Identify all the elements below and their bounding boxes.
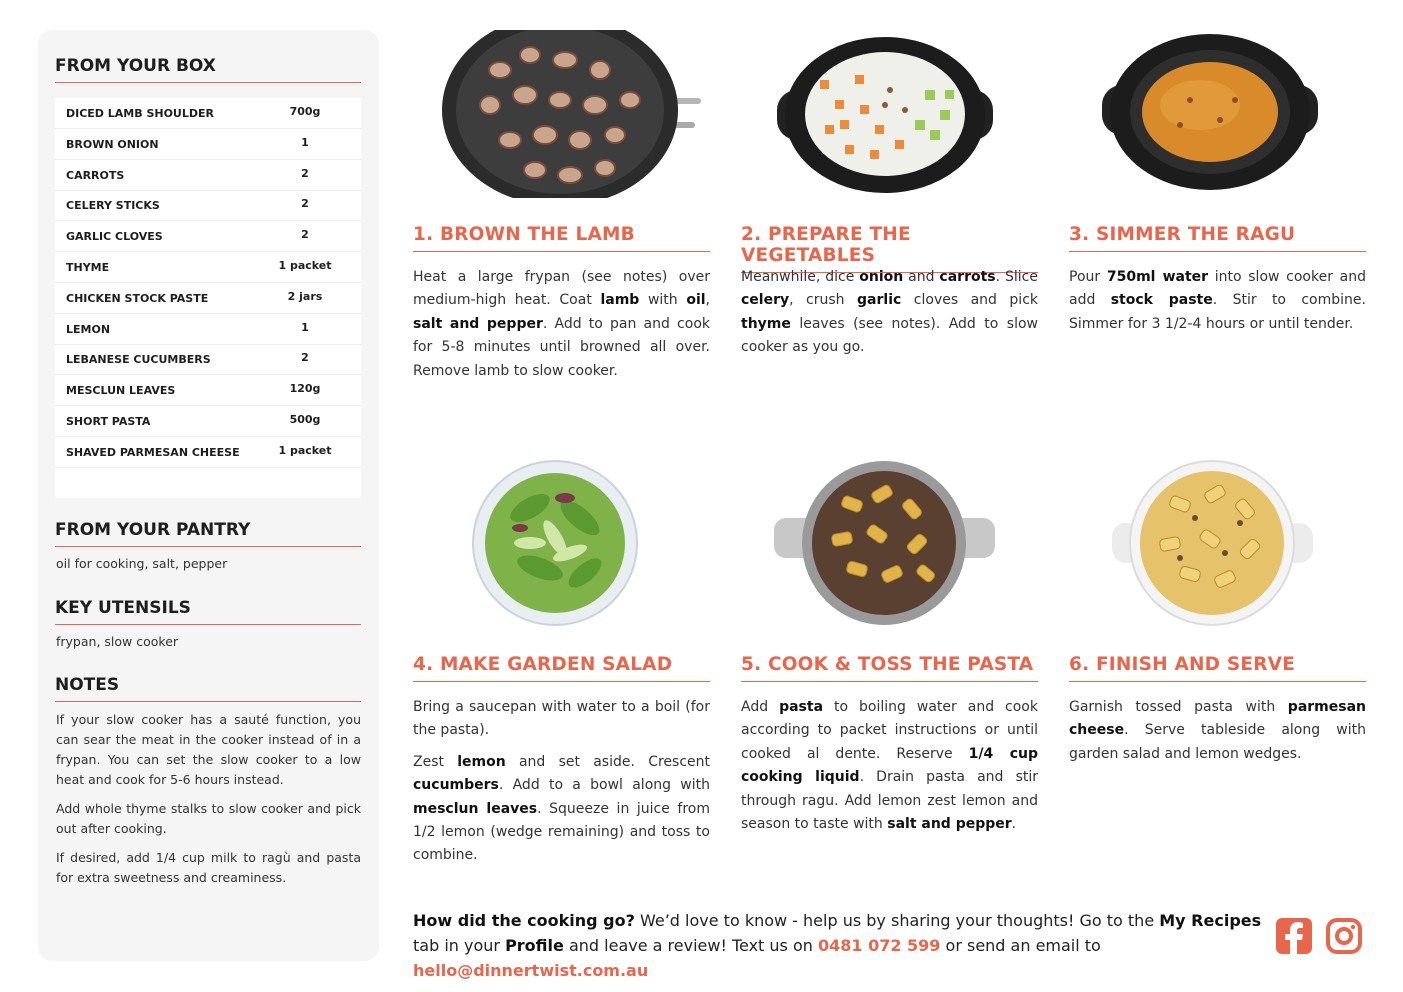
step-2-title: 2. PREPARE THE VEGETABLES: [741, 224, 1038, 273]
ingredient-quantity: 2: [301, 228, 309, 242]
instruction-text: and: [903, 269, 940, 285]
ingredient-name: SHAVED PARMESAN CHEESE: [66, 445, 240, 459]
instruction-paragraph: [741, 266, 1038, 360]
ingredient-emphasis: onion: [859, 269, 904, 285]
ingredient-quantity: 1 packet: [278, 443, 332, 457]
instruction-text: to boiling water and cook according to packet instructions or until cooked al dente. Reserve: [741, 699, 1038, 762]
ingredient-emphasis: salt and pepper: [887, 816, 1012, 833]
ingredient-emphasis: 1/4 cup cooking liquid: [741, 745, 1038, 786]
ingredient-name: SHORT PASTA: [66, 415, 151, 428]
instruction-text: . Add to pan and cook for 5-8 minutes until browned all over. Remove lamb to slow cooker.: [413, 315, 710, 379]
step-2-instructions: [741, 266, 1038, 368]
ingredient-name: DICED LAMB SHOULDER: [66, 107, 214, 120]
instruction-text: Meanwhile, dice: [741, 269, 860, 285]
pantry-text: oil for cooking, salt, pepper: [56, 556, 228, 571]
ingredient-emphasis: mesclun leaves: [413, 800, 538, 817]
utensils-text: frypan, slow cooker: [56, 634, 179, 649]
instruction-text: . Slice: [995, 269, 1038, 285]
instruction-paragraph: [1069, 696, 1366, 766]
ingredient-emphasis: salt and pepper: [413, 315, 543, 332]
profile-label: Profile: [505, 936, 564, 955]
instruction-paragraph: [413, 266, 710, 383]
ingredient-quantity: 1: [301, 320, 309, 334]
ingredient-quantity: 2: [301, 166, 309, 180]
ingredient-quantity: 120g: [289, 382, 321, 396]
ingredients-sidebar: [38, 30, 379, 961]
instruction-text: Zest: [413, 753, 458, 770]
notes-list: [56, 710, 361, 897]
ingredient-name: CARROTS: [66, 168, 125, 182]
note-item: Add whole thyme stalks to slow cooker and pick out after cooking.: [56, 801, 361, 836]
instruction-text: Heat a large frypan (see notes) over medium-high heat. Coat: [413, 269, 710, 309]
instruction-text: . Add to a bowl along with: [498, 777, 710, 794]
instruction-text: Add: [741, 699, 780, 715]
instruction-text: . Drain pasta and stir through ragu. Add lemon zest lemon and season to taste with: [741, 769, 1038, 833]
ingredient-name: BROWN ONION: [66, 137, 159, 151]
ingredient-emphasis: stock paste: [1110, 292, 1213, 309]
note-item: If your slow cooker has a sauté function, you can sear the meat in the cooker instead of in a frypan. You can set the slow cooker to a low heat and cook for 5-6 hours instead.: [56, 712, 361, 787]
step-3-title: 3. SIMMER THE RAGU: [1069, 224, 1366, 252]
ingredient-quantity: 2 jars: [287, 289, 323, 303]
ingredient-emphasis: carrots: [939, 269, 996, 285]
ingredient-emphasis: thyme: [741, 315, 791, 332]
ingredient-emphasis: garlic: [857, 292, 902, 309]
instruction-text: , crush: [789, 292, 858, 309]
feedback-question: How did the cooking go?: [413, 911, 635, 930]
ingredient-row: [55, 160, 361, 191]
ingredient-name: GARLIC CLOVES: [66, 230, 163, 244]
instruction-text: leaves (see notes). Add to slow cooker as you go.: [741, 315, 1038, 356]
ingredient-row: [55, 406, 361, 437]
from-your-box-heading: FROM YOUR BOX: [55, 56, 361, 83]
ingredient-quantity: 2: [301, 351, 309, 365]
step-6-title: 6. FINISH AND SERVE: [1069, 654, 1366, 682]
my-recipes-label: My Recipes: [1159, 911, 1262, 930]
email-link[interactable]: hello@dinnertwist.com.au: [413, 961, 649, 980]
footer-text: We’d love to know - help us by sharing your thoughts! Go to the: [634, 911, 1160, 930]
footer-text: tab in your: [413, 936, 506, 955]
ingredient-name: MESCLUN LEAVES: [66, 384, 176, 398]
ingredient-quantity: 1 packet: [278, 259, 332, 272]
instruction-text: cloves and pick: [901, 292, 1039, 309]
instruction-text: ,: [705, 292, 710, 309]
from-your-pantry-heading: FROM YOUR PANTRY: [55, 520, 361, 547]
step-5-instructions: [741, 696, 1038, 844]
step-6-instructions: [1069, 696, 1366, 774]
ingredient-emphasis: cucumbers: [413, 777, 499, 794]
ingredient-row: [55, 190, 361, 221]
ingredient-row: [55, 221, 361, 252]
ingredient-quantity: 2: [301, 197, 309, 211]
ingredient-name: CHICKEN STOCK PASTE: [66, 291, 209, 305]
instruction-paragraph: [413, 696, 710, 743]
ingredient-row: [55, 252, 361, 283]
ingredient-row: [55, 129, 361, 160]
instruction-text: . Squeeze in juice from 1/2 lemon (wedge remaining) and toss to combine.: [413, 800, 710, 864]
ingredient-emphasis: pasta: [779, 699, 824, 715]
feedback-footer: [413, 908, 1263, 983]
ingredient-quantity: 500g: [289, 413, 321, 426]
pasta-pot-photo: [772, 458, 997, 628]
step-4-instructions: [413, 696, 710, 876]
instruction-text: Pour: [1069, 269, 1107, 285]
ingredient-row: [55, 344, 361, 375]
facebook-icon[interactable]: [1275, 917, 1313, 955]
ingredient-name: THYME: [66, 261, 110, 274]
instruction-text: .: [1011, 816, 1017, 833]
ingredient-name: LEMON: [66, 322, 111, 336]
ingredient-emphasis: celery: [741, 292, 790, 309]
ingredient-row: [55, 375, 361, 406]
step-1-instructions: [413, 266, 710, 391]
notes-heading: NOTES: [55, 675, 361, 702]
ingredient-row: [55, 437, 361, 468]
instruction-text: . Serve tableside along with garden salad and lemon wedges.: [1069, 722, 1366, 762]
step-5-title: 5. COOK & TOSS THE PASTA: [741, 654, 1038, 682]
ingredient-quantity: 1: [301, 135, 309, 149]
ingredient-emphasis: lamb: [600, 292, 640, 309]
footer-text: and leave a review! Text us on: [563, 936, 818, 955]
ingredient-name: LEBANESE CUCUMBERS: [66, 353, 211, 367]
ingredient-quantity: 700g: [289, 105, 321, 118]
ingredient-emphasis: lemon: [457, 753, 506, 770]
instruction-paragraph: [741, 696, 1038, 836]
instruction-text: Garnish tossed pasta with: [1069, 699, 1288, 715]
slow-cooker-ragu-photo: [1100, 30, 1320, 195]
key-utensils-heading: KEY UTENSILS: [55, 598, 361, 625]
instagram-icon[interactable]: [1325, 917, 1363, 955]
instruction-paragraph: [413, 751, 710, 868]
ingredient-emphasis: parmesan cheese: [1069, 699, 1366, 739]
instruction-text: into slow cooker and add: [1069, 269, 1366, 309]
ingredient-row: [55, 283, 361, 314]
ingredient-row: [55, 314, 361, 345]
phone-number[interactable]: 0481 072 599: [817, 936, 941, 955]
pasta-serving-dish-photo: [1110, 458, 1315, 628]
instruction-text: with: [639, 292, 687, 309]
footer-text: or send an email to: [940, 936, 1101, 955]
ingredient-name: CELERY STICKS: [66, 199, 160, 213]
slow-cooker-vegetables-photo: [775, 30, 995, 195]
step-1-title: 1. BROWN THE LAMB: [413, 224, 710, 252]
frypan-lamb-photo: [440, 30, 705, 200]
salad-bowl-photo: [470, 458, 640, 628]
instruction-text: . Stir to combine. Simmer for 3 1/2-4 hours or until tender.: [1069, 292, 1366, 332]
instruction-paragraph: [1069, 266, 1366, 336]
note-item: If desired, add 1/4 cup milk to ragù and pasta for extra sweetness and creaminess.: [56, 850, 361, 885]
step-4-title: 4. MAKE GARDEN SALAD: [413, 654, 710, 682]
ingredient-emphasis: oil: [686, 292, 706, 309]
step-3-instructions: [1069, 266, 1366, 344]
instruction-text: and set aside. Crescent: [505, 753, 710, 770]
ingredients-table: [55, 98, 361, 498]
ingredient-emphasis: 750ml water: [1106, 269, 1209, 285]
instruction-text: Bring a saucepan with water to a boil (for the pasta).: [413, 699, 710, 739]
ingredient-row: [55, 98, 361, 129]
